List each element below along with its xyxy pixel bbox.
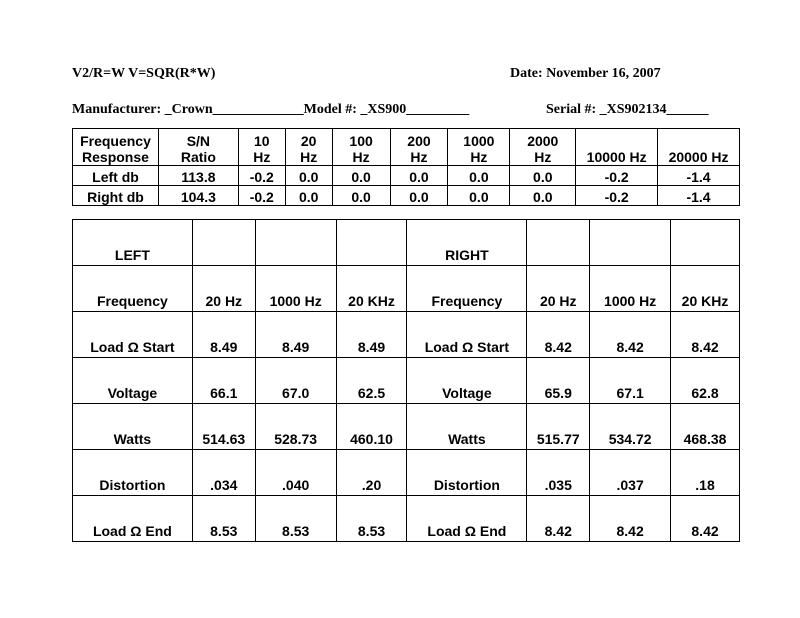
amp-value-cell: .037 (590, 450, 671, 496)
amp-value-cell: .18 (671, 450, 740, 496)
freq-value-cell: -0.2 (576, 186, 658, 206)
freq-value-cell: 0.0 (332, 166, 390, 186)
formula-text: V2/R=W V=SQR(R*W) (72, 66, 216, 81)
freq-row-right (73, 186, 740, 206)
freq-header-cell (238, 129, 285, 166)
date-text: Date: November 16, 2007 (510, 66, 661, 81)
amp-row-label: LEFT (73, 220, 193, 266)
amp-value-cell: 62.5 (336, 358, 407, 404)
amp-value-cell: 1000 Hz (255, 266, 336, 312)
freq-value-cell: 0.0 (510, 166, 576, 186)
freq-header-cell (510, 129, 576, 166)
freq-header-cell (448, 129, 510, 166)
freq-row-label: Left db (73, 166, 159, 186)
amp-row-label: Voltage (407, 358, 527, 404)
freq-value-cell: -0.2 (238, 186, 285, 206)
freq-header-line: 10000 Hz (586, 149, 647, 165)
amp-value-cell: .20 (336, 450, 407, 496)
freq-header-line: Hz (410, 149, 428, 165)
amp-value-cell: 8.49 (255, 312, 336, 358)
amp-row-label: Distortion (73, 450, 193, 496)
amp-row-label: Voltage (73, 358, 193, 404)
amp-row-label: RIGHT (407, 220, 527, 266)
freq-header-cell (576, 129, 658, 166)
amp-row-label: Load Ω End (73, 496, 193, 542)
freq-row-left (73, 166, 740, 186)
freq-value-cell: 0.0 (448, 186, 510, 206)
freq-header-line: Hz (352, 149, 370, 165)
freq-header-line: Hz (470, 149, 488, 165)
freq-value-cell: 0.0 (332, 186, 390, 206)
amp-value-cell: .034 (192, 450, 255, 496)
freq-header-row (73, 129, 740, 166)
amp-row-label: Watts (407, 404, 527, 450)
freq-value-cell: 104.3 (158, 186, 238, 206)
manufacturer-label: Manufacturer: (72, 102, 165, 117)
freq-header-line: Ratio (180, 149, 216, 165)
amp-value-cell: 66.1 (192, 358, 255, 404)
freq-header-line: 2000 (527, 133, 559, 149)
amp-table-row (73, 266, 740, 312)
amp-value-cell: .040 (255, 450, 336, 496)
freq-value-cell: 0.0 (510, 186, 576, 206)
freq-header-cell (158, 129, 238, 166)
frequency-response-table (72, 128, 740, 206)
freq-value-cell: -0.2 (238, 166, 285, 186)
freq-header-line: 200 (407, 133, 431, 149)
freq-value-cell: 0.0 (390, 186, 448, 206)
serial-line (546, 102, 709, 118)
freq-header-line: 20 (300, 133, 317, 149)
amp-value-cell: 67.1 (590, 358, 671, 404)
freq-header-line: Hz (534, 149, 552, 165)
amp-value-cell: 8.49 (336, 312, 407, 358)
model-label: Model #: (303, 102, 361, 117)
amp-value-cell: 20 Hz (192, 266, 255, 312)
amp-value-cell: 20 Hz (527, 266, 590, 312)
amp-row-label: Load Ω Start (73, 312, 193, 358)
freq-header-line (576, 133, 657, 149)
amp-value-cell (671, 220, 740, 266)
amp-row-label: Watts (73, 404, 193, 450)
amp-value-cell: 8.42 (671, 496, 740, 542)
freq-header-cell (658, 129, 740, 166)
serial-value: _XS902134______ (599, 102, 709, 117)
amp-row-label: Distortion (407, 450, 527, 496)
freq-header-line: Frequency (80, 133, 151, 149)
amp-row-label: Frequency (407, 266, 527, 312)
freq-value-cell: -1.4 (658, 166, 740, 186)
amp-value-cell (255, 220, 336, 266)
amp-value-cell: 62.8 (671, 358, 740, 404)
amp-table-row (73, 450, 740, 496)
freq-header-line: Response (82, 149, 149, 165)
amp-row-label: Frequency (73, 266, 193, 312)
amp-value-cell: .035 (527, 450, 590, 496)
amp-value-cell: 515.77 (527, 404, 590, 450)
freq-header-line: Hz (300, 149, 318, 165)
freq-header-line (658, 133, 739, 149)
amp-value-cell: 8.53 (336, 496, 407, 542)
freq-value-cell: 113.8 (158, 166, 238, 186)
freq-value-cell: -1.4 (658, 186, 740, 206)
freq-header-cell (332, 129, 390, 166)
amp-value-cell: 468.38 (671, 404, 740, 450)
amp-value-cell: 8.42 (671, 312, 740, 358)
amp-value-cell: 534.72 (590, 404, 671, 450)
freq-value-cell: 0.0 (285, 186, 332, 206)
manufacturer-line (72, 102, 469, 118)
freq-header-line: S/N (186, 133, 211, 149)
amp-table-row (73, 496, 740, 542)
amp-value-cell (590, 220, 671, 266)
amp-value-cell (192, 220, 255, 266)
freq-value-cell: 0.0 (285, 166, 332, 186)
amp-value-cell: 20 KHz (336, 266, 407, 312)
freq-header-line: 1000 (463, 133, 495, 149)
freq-value-cell: 0.0 (390, 166, 448, 186)
amp-row-label: Load Ω Start (407, 312, 527, 358)
freq-header-line: 100 (349, 133, 373, 149)
freq-header-line: 10 (253, 133, 270, 149)
amp-value-cell: 460.10 (336, 404, 407, 450)
freq-value-cell: -0.2 (576, 166, 658, 186)
amp-value-cell: 8.42 (527, 312, 590, 358)
amp-value-cell: 8.53 (255, 496, 336, 542)
amp-table-row (73, 358, 740, 404)
freq-header-cell (73, 129, 159, 166)
amp-value-cell: 8.42 (590, 312, 671, 358)
amp-value-cell: 8.42 (590, 496, 671, 542)
freq-value-cell: 0.0 (448, 166, 510, 186)
amp-value-cell: 528.73 (255, 404, 336, 450)
amp-value-cell (336, 220, 407, 266)
model-value: _XS900_________ (360, 102, 470, 117)
freq-row-label: Right db (73, 186, 159, 206)
amp-value-cell: 20 KHz (671, 266, 740, 312)
amp-value-cell: 8.53 (192, 496, 255, 542)
amp-table-row (73, 312, 740, 358)
amp-value-cell: 8.49 (192, 312, 255, 358)
amp-value-cell: 1000 Hz (590, 266, 671, 312)
freq-header-line: Hz (253, 149, 271, 165)
amp-table-row (73, 220, 740, 266)
amp-table-row (73, 404, 740, 450)
freq-header-line: 20000 Hz (668, 149, 729, 165)
amp-row-label: Load Ω End (407, 496, 527, 542)
amp-value-cell: 514.63 (192, 404, 255, 450)
amp-value-cell: 65.9 (527, 358, 590, 404)
amplifier-measurements-table (72, 219, 740, 542)
freq-header-cell (285, 129, 332, 166)
amp-value-cell: 8.42 (527, 496, 590, 542)
amp-value-cell (527, 220, 590, 266)
amp-value-cell: 67.0 (255, 358, 336, 404)
serial-label: Serial #: (546, 102, 600, 117)
manufacturer-value: _Crown_____________ (164, 102, 304, 117)
freq-header-cell (390, 129, 448, 166)
